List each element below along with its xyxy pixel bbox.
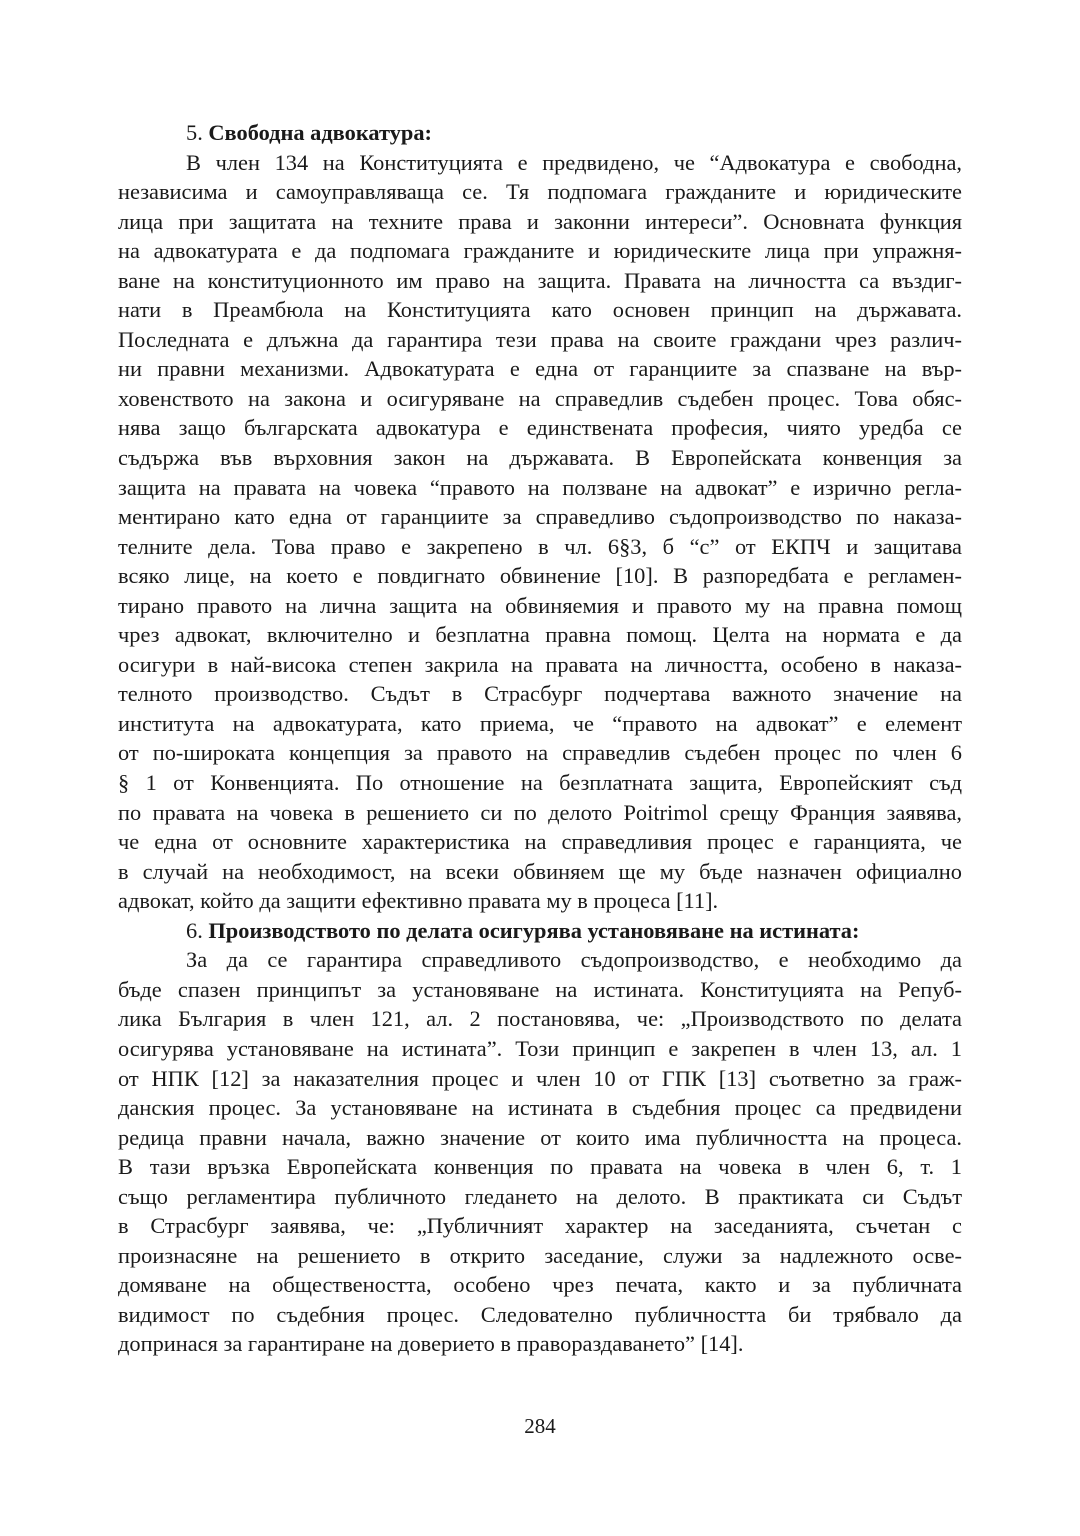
section-6-line: домяване на обществеността, особено чрез печата, както и за публичната (118, 1272, 962, 1298)
section-5-line: ховенството на закона и осигуряване на справедлив съдебен процес. Това обяс- (118, 385, 962, 411)
section-5-line: В член 134 на Конституцията е предвидено, че “Адвокатура е свободна, (186, 149, 962, 175)
section-5-title: Свободна адвокатура: (208, 120, 433, 145)
section-5-line: че една от основните характеристика на справедливия процес е гаранцията, че (118, 829, 962, 855)
section-5-line: съдържа във върховния закон на държавата. В Европейската конвенция за (118, 445, 962, 471)
section-6-heading (118, 916, 962, 946)
section-5-line: ни правни механизми. Адвокатурата е една от гаранциите за спазване на вър- (118, 356, 962, 382)
section-5-number: 5. (186, 120, 209, 145)
section-6-line: в Страсбург заявява, че: „Публичният характер на заседанията, съчетан с (118, 1213, 962, 1239)
section-5-heading (118, 118, 962, 148)
section-6-line: В тази връзка Европейската конвенция по правата на човека в член 6, т. 1 (118, 1154, 962, 1180)
page-body (118, 118, 962, 1359)
section-5-line: института на адвокатурата, като приема, че “правото на адвокат” е елемент (118, 710, 962, 736)
section-5-line: тирано правото на лична защита на обвиняемия и правото му на правна помощ (118, 592, 962, 618)
section-5-line: по правата на човека в решението си по делото Poitrimol срещу Франция заявява, (118, 799, 962, 825)
section-6-line: данския процес. За установяване на истината в съдебния процес са предвидени (118, 1095, 962, 1121)
section-6-line: от НПК [12] за наказателния процес и член 10 от ГПК [13] съответно за граж- (118, 1065, 962, 1091)
section-5-line: телните дела. Това право е закрепено в чл. 6§3, б “с” от ЕКПЧ и защитава (118, 533, 962, 559)
section-6-line: осигурява установяване на истината”. Този принцип е закрепен в член 13, ал. 1 (118, 1035, 962, 1061)
section-5-line-last: адвокат, който да защити ефективно правата му в процеса [11]. (118, 888, 719, 914)
section-5-line: защита на правата на човека “правото на ползване на адвокат” е изрично регла- (118, 474, 962, 500)
section-6-line: видимост по съдебния процес. Следователно публичността би трябвало да (118, 1301, 962, 1327)
section-6-title: Производството по делата осигурява установяване на истината: (208, 917, 860, 943)
section-6-line: За да се гарантира справедливото съдопроизводство, е необходимо да (186, 947, 962, 973)
section-5-line: нява защо българската адвокатура е единствената професия, чиято уредба се (118, 415, 962, 441)
section-5-line: осигури в най-висока степен закрила на правата на личността, особено в наказа- (118, 651, 962, 677)
section-6-line: също регламентира публичното гледането на делото. В практиката си Съдът (118, 1183, 962, 1209)
section-5-line: на адвокатурата е да подпомага гражданите и юридическите лица при упражня- (118, 238, 962, 264)
section-6-line: бъде спазен принципът за установяване на истината. Конституцията на Репуб- (118, 976, 962, 1002)
section-5-line: § 1 от Конвенцията. По отношение на безплатната защита, Европейският съд (118, 770, 962, 796)
section-5-line: ментирано като една от гаранциите за справедливо съдопроизводство по наказа- (118, 504, 962, 530)
section-5-line: независима и самоуправляваща се. Тя подпомага гражданите и юридическите (118, 179, 962, 205)
page-number: 284 (524, 1414, 556, 1438)
section-5-line: нати в Преамбюла на Конституцията като основен принцип на държавата. (118, 297, 962, 323)
section-5-line: чрез адвокат, включително и безплатна правна помощ. Целта на нормата е да (118, 622, 962, 648)
section-6-line: произнасяне на решението в открито заседание, служи за надлежното осве- (118, 1242, 962, 1268)
section-5-line: ване на конституционното им право на защита. Правата на личността са въздиг- (118, 267, 962, 293)
section-5-line: лица при защитата на техните права и законни интереси”. Основната функция (118, 208, 962, 234)
section-6-number: 6. (186, 917, 209, 943)
section-5-line: от по-широката концепция за правото на справедлив съдебен процес по член 6 (118, 740, 962, 766)
section-6-line-last: допринася за гарантиране на доверието в правораздаването” [14]. (118, 1331, 744, 1357)
section-5-line: в случай на необходимост, на всеки обвиняем ще му бъде назначен официално (118, 858, 962, 884)
section-5-line: всяко лице, на което е повдигнато обвинение [10]. В разпоредбата е регламен- (118, 563, 962, 589)
section-6-line: редица правни начала, важно значение от които има публичността на процеса. (118, 1124, 962, 1150)
section-5-line: Последната е длъжна да гарантира тези права на своите граждани чрез различ- (118, 326, 962, 352)
section-5-line: телното производство. Съдът в Страсбург подчертава важното значение на (118, 681, 962, 707)
section-6-line: лика България в член 121, ал. 2 постановява, че: „Производството по делата (118, 1006, 962, 1032)
